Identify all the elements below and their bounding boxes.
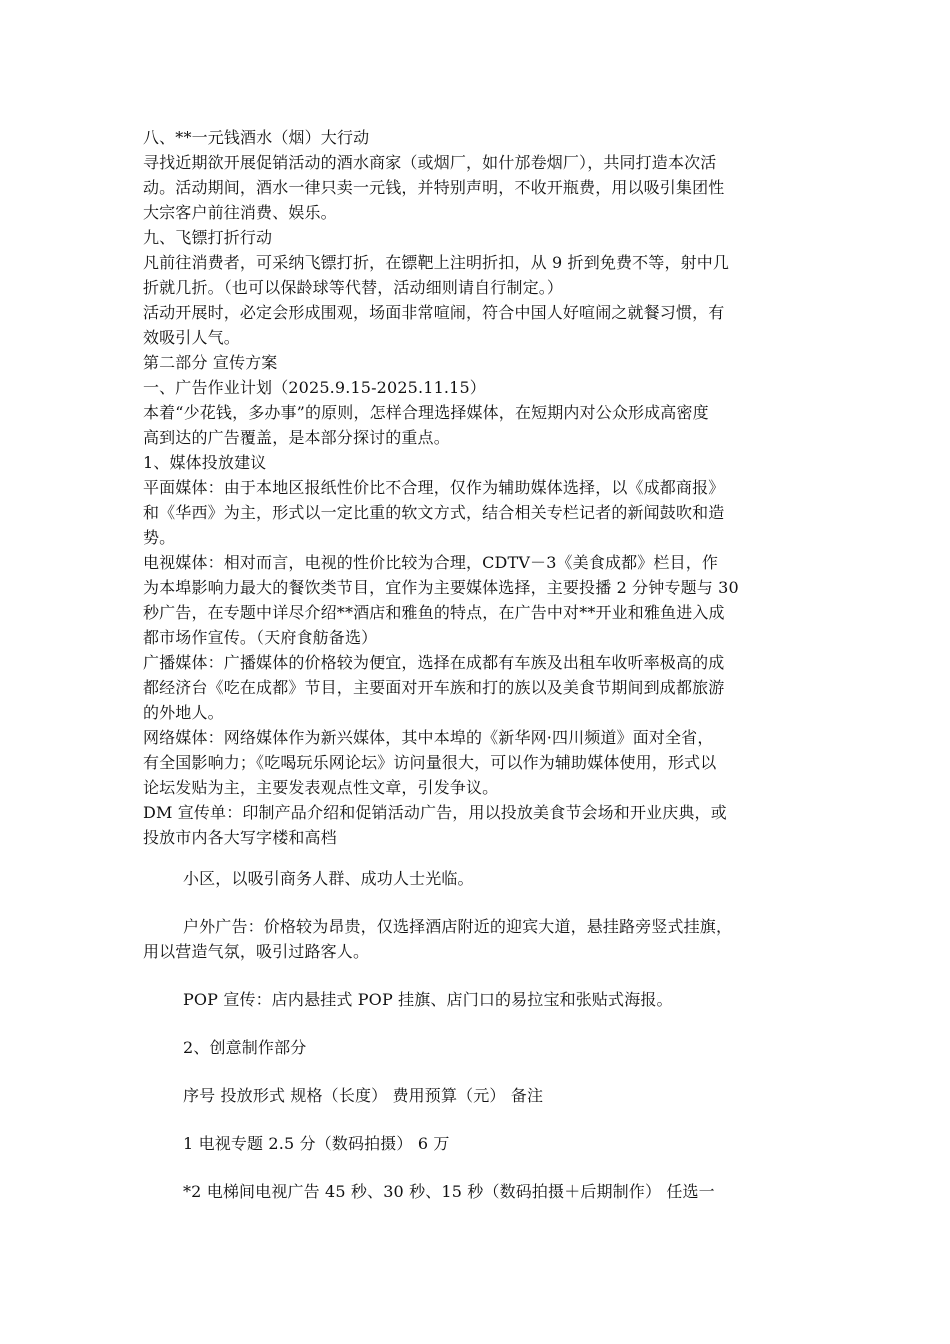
text-line: 折就几折。（也可以保龄球等代替，活动细则请自行制定。） xyxy=(143,278,564,297)
text-line: 都经济台《吃在成都》节目，主要面对开车族和打的族以及美食节期间到成都旅游 xyxy=(143,678,725,697)
text-line: 网络媒体：网络媒体作为新兴媒体，其中本埠的《新华网·四川频道》面对全省， xyxy=(143,728,714,747)
text-line: 电视媒体：相对而言，电视的性价比较为合理，CDTV－3《美食成都》栏目，作 xyxy=(143,553,719,572)
paragraph-continuation: 用以营造气氛，吸引过路客人。 xyxy=(143,942,370,961)
text-line: 活动开展时，必定会形成围观，场面非常喧闹，符合中国人好喧闹之就餐习惯，有 xyxy=(143,303,725,322)
heading-section-8: 八、**一元钱酒水（烟）大行动 xyxy=(143,128,370,147)
text-line: 秒广告，在专题中详尽介绍**酒店和雅鱼的特点，在广告中对**开业和雅鱼进入成 xyxy=(143,603,725,622)
text-line: 凡前往消费者，可采纳飞镖打折，在镖靶上注明折扣，从 9 折到免费不等，射中几 xyxy=(143,253,730,272)
text-line: 势。 xyxy=(143,528,176,547)
text-line: 有全国影响力；《吃喝玩乐网论坛》访问量很大，可以作为辅助媒体使用，形式以 xyxy=(143,753,717,772)
indented-paragraphs xyxy=(143,866,808,1204)
heading-creative-production: 2、创意制作部分 xyxy=(183,1038,307,1057)
text-line: DM 宣传单：印制产品介绍和促销活动广告，用以投放美食节会场和开业庆典，或 xyxy=(143,803,727,822)
table-row: 1 电视专题 2.5 分（数码拍摄） 6 万 xyxy=(183,1134,450,1153)
text-line: 动。活动期间，酒水一律只卖一元钱，并特别声明，不收开瓶费，用以吸引集团性 xyxy=(143,178,725,197)
text-line: 和《华西》为主，形式以一定比重的软文方式，结合相关专栏记者的新闻鼓吹和造 xyxy=(143,503,725,522)
heading-media-suggestion: 1、媒体投放建议 xyxy=(143,453,267,472)
text-line: 效吸引人气。 xyxy=(143,328,240,347)
text-line: 投放市内各大写字楼和高档 xyxy=(143,828,337,847)
table-header-row: 序号 投放形式 规格（长度） 费用预算（元） 备注 xyxy=(183,1086,544,1105)
text-line: 平面媒体：由于本地区报纸性价比不合理，仅作为辅助媒体选择，以《成都商报》 xyxy=(143,478,725,497)
heading-part-2: 第二部分 宣传方案 xyxy=(143,353,278,372)
text-line: 大宗客户前往消费、娱乐。 xyxy=(143,203,337,222)
heading-ad-plan: 一、广告作业计划（2025.9.15-2025.11.15） xyxy=(143,378,486,397)
text-line: 的外地人。 xyxy=(143,703,224,722)
text-line: 广播媒体：广播媒体的价格较为便宜，选择在成都有车族及出租车收听率极高的成 xyxy=(143,653,725,672)
table-row: *2 电梯间电视广告 45 秒、30 秒、15 秒（数码拍摄＋后期制作） 任选一 xyxy=(183,1182,715,1201)
text-line: 都市场作宣传。（天府食舫备选） xyxy=(143,628,378,647)
heading-section-9: 九、飞镖打折行动 xyxy=(143,228,273,247)
text-line: 为本埠影响力最大的餐饮类节目，宜作为主要媒体选择，主要投播 2 分钟专题与 30 xyxy=(143,578,739,597)
paragraph: POP 宣传：店内悬挂式 POP 挂旗、店门口的易拉宝和张贴式海报。 xyxy=(183,990,673,1009)
text-line: 寻找近期欲开展促销活动的酒水商家（或烟厂，如什邡卷烟厂），共同打造本次活 xyxy=(143,153,717,172)
paragraph: 小区，以吸引商务人群、成功人士光临。 xyxy=(183,869,474,888)
document-page xyxy=(143,125,808,1227)
text-line: 高到达的广告覆盖，是本部分探讨的重点。 xyxy=(143,428,450,447)
text-line: 本着“少花钱，多办事”的原则，怎样合理选择媒体，在短期内对公众形成高密度 xyxy=(143,403,709,422)
paragraph: 户外广告：价格较为昂贵，仅选择酒店附近的迎宾大道，悬挂路旁竖式挂旗， xyxy=(183,917,733,936)
text-line: 论坛发贴为主，主要发表观点性文章，引发争议。 xyxy=(143,778,499,797)
body-lines xyxy=(143,125,808,850)
